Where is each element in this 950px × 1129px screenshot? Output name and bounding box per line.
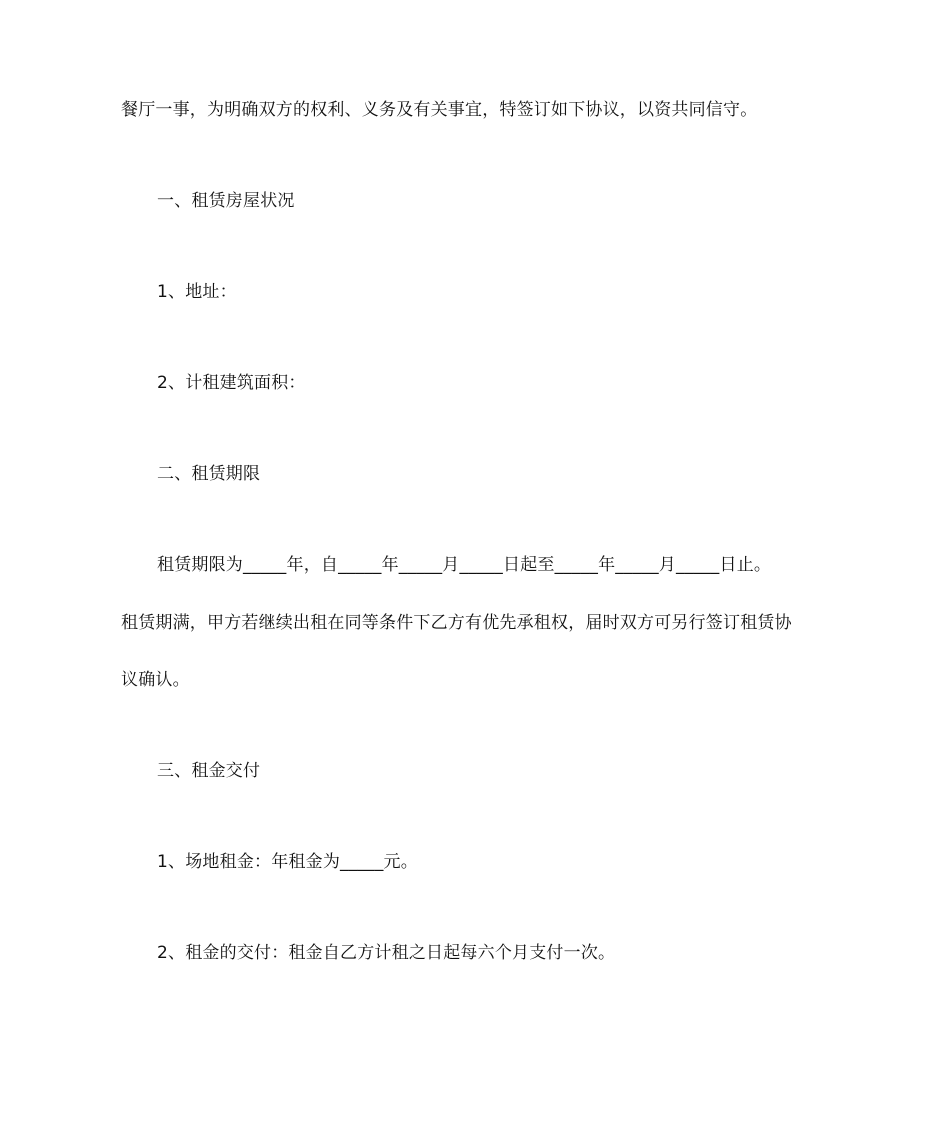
clause-rent-payment: 2、租金的交付：租金自乙方计租之日起每六个月支付一次。 (157, 943, 616, 963)
clause-rent-amount: 1、场地租金：年租金为_____元。 (157, 852, 418, 872)
section-heading-1: 一、租赁房屋状况 (157, 191, 295, 211)
clause-address: 1、地址： (157, 282, 237, 302)
section-heading-3: 三、租金交付 (157, 761, 261, 781)
clause-area: 2、计租建筑面积： (157, 373, 306, 393)
lease-renewal-line-cont: 议确认。 (121, 670, 190, 690)
intro-paragraph-tail: 餐厅一事，为明确双方的权利、义务及有关事宜，特签订如下协议，以资共同信守。 (121, 100, 758, 120)
lease-term-line: 租赁期限为_____年，自_____年_____月_____日起至_____年_____月_____日止。 (157, 555, 772, 575)
lease-renewal-line: 租赁期满，甲方若继续出租在同等条件下乙方有优先承租权，届时双方可另行签订租赁协 (121, 613, 792, 633)
section-heading-2: 二、租赁期限 (157, 464, 261, 484)
